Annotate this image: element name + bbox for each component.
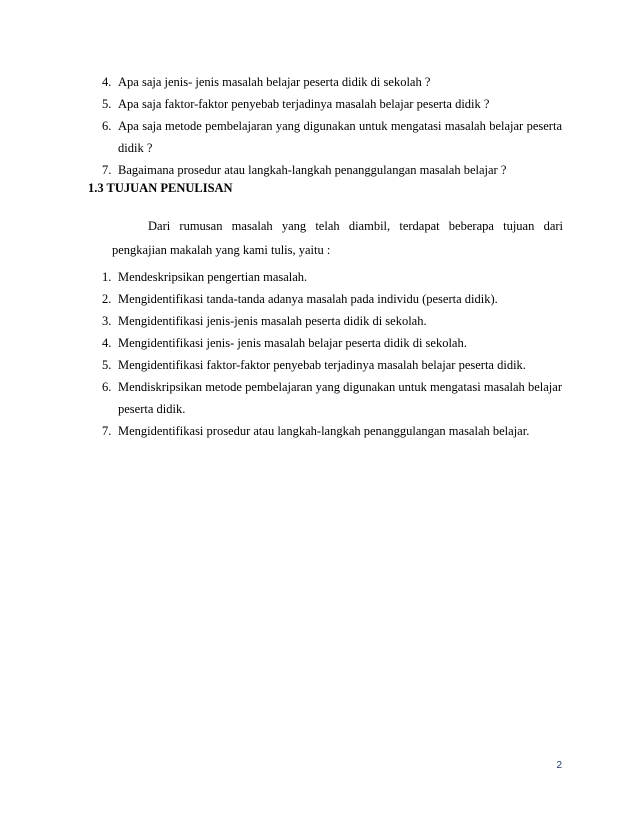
- list-item: [0, 420, 638, 442]
- list-item-text: Apa saja metode pembelajaran yang digunakan untuk mengatasi masalah belajar peserta didik ?: [118, 119, 562, 155]
- list-item: [0, 376, 638, 420]
- list-item-number: 5.: [102, 97, 112, 111]
- list-item: [0, 115, 638, 159]
- list-item-number: 3.: [102, 314, 112, 328]
- list-item-number: 7.: [102, 163, 112, 177]
- list-item-text: Mendeskripsikan pengertian masalah.: [118, 270, 308, 284]
- list-item: [0, 288, 638, 310]
- list-item-text: Mengidentifikasi faktor-faktor penyebab terjadinya masalah belajar peserta didik.: [118, 358, 526, 372]
- research-questions-list: [0, 71, 638, 181]
- list-item-number: 4.: [102, 336, 112, 350]
- list-item: [0, 71, 638, 93]
- list-item-text: Bagaimana prosedur atau langkah-langkah penanggulangan masalah belajar ?: [118, 163, 507, 177]
- list-item: [0, 332, 638, 354]
- list-item: [0, 310, 638, 332]
- list-item: [0, 266, 638, 288]
- list-item-text: Mengidentifikasi tanda-tanda adanya masalah pada individu (peserta didik).: [118, 292, 498, 306]
- objectives-list: [0, 266, 638, 442]
- list-item-number: 5.: [102, 358, 112, 372]
- list-item-text: Mengidentifikasi jenis-jenis masalah peserta didik di sekolah.: [118, 314, 427, 328]
- list-item-text: Apa saja faktor-faktor penyebab terjadinya masalah belajar peserta didik ?: [118, 97, 490, 111]
- list-item-text: Mendiskripsikan metode pembelajaran yang digunakan untuk mengatasi masalah belajar peserta didik.: [118, 380, 562, 416]
- list-item-number: 4.: [102, 75, 112, 89]
- list-item-text: Mengidentifikasi prosedur atau langkah-langkah penanggulangan masalah belajar.: [118, 424, 530, 438]
- list-item-number: 6.: [102, 380, 112, 394]
- list-item-text: Mengidentifikasi jenis- jenis masalah belajar peserta didik di sekolah.: [118, 336, 467, 350]
- list-item-number: 2.: [102, 292, 112, 306]
- list-item-number: 7.: [102, 424, 112, 438]
- section-heading: 1.3 TUJUAN PENULISAN: [88, 181, 233, 195]
- list-item: [0, 93, 638, 115]
- list-item-number: 1.: [102, 270, 112, 284]
- list-item: [0, 354, 638, 376]
- intro-paragraph-text: Dari rumusan masalah yang telah diambil, terdapat beberapa tujuan dari pengkajian makalah yang kami tulis, yaitu :: [112, 219, 563, 257]
- list-item-text: Apa saja jenis- jenis masalah belajar peserta didik di sekolah ?: [118, 75, 431, 89]
- intro-paragraph: [112, 214, 563, 262]
- page-number: 2: [556, 760, 562, 771]
- list-item-number: 6.: [102, 119, 112, 133]
